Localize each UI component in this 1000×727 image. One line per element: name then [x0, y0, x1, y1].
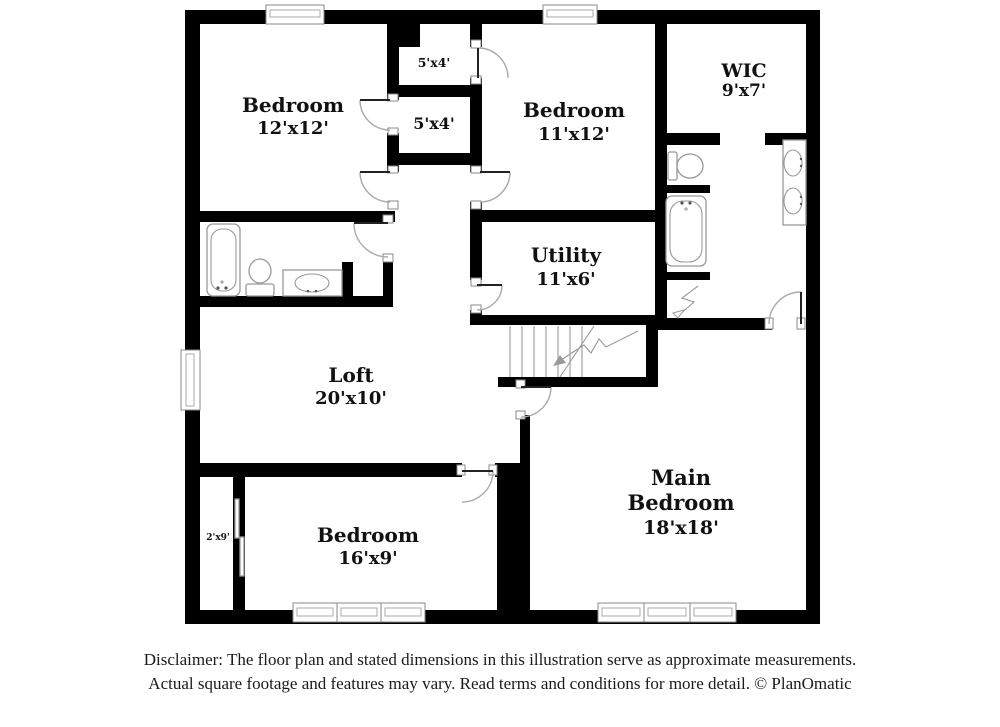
label-loft-dims: 20'x10'	[315, 388, 387, 409]
door-bedroom-12x12	[360, 166, 398, 209]
label-main-bedroom-name1: Main	[650, 465, 712, 490]
label-utility-name: Utility	[530, 243, 602, 267]
label-wic-name: WIC	[721, 60, 767, 82]
sink-vanity-icon	[283, 270, 342, 296]
bathtub-icon	[666, 196, 706, 266]
disclaimer-line1: Disclaimer: The floor plan and stated dimensions in this illustration serve as approximate measurements.	[143, 650, 857, 669]
label-loft-name: Loft	[328, 363, 374, 387]
shower-icon	[673, 286, 698, 318]
double-vanity-icon	[783, 140, 806, 225]
window-top-left	[266, 5, 324, 24]
toilet-icon	[668, 152, 703, 180]
door-bedroom-16x9	[457, 465, 497, 502]
window-left	[181, 350, 200, 410]
label-closet-2x9-dims: 2'x9'	[206, 533, 230, 543]
label-main-bedroom-dims: 18'x18'	[643, 517, 719, 539]
label-closet-bottom-dims: 5'x4'	[413, 114, 455, 133]
bathtub-icon	[207, 224, 240, 296]
door-right-bathroom	[765, 292, 805, 329]
label-bedroom-16x9-dims: 16'x9'	[338, 548, 398, 569]
door-left-bathroom	[354, 215, 393, 262]
label-wic-dims: 9'x7'	[721, 81, 767, 101]
label-bedroom-11x12-name: Bedroom	[523, 98, 625, 122]
label-bedroom-16x9-name: Bedroom	[317, 523, 419, 547]
toilet-icon	[246, 259, 274, 296]
disclaimer	[0, 648, 1000, 696]
right-bathroom-fixtures	[666, 140, 806, 318]
label-main-bedroom-name2: Bedroom	[627, 490, 735, 515]
door-bedroom-11x12	[471, 166, 510, 209]
stairs-direction-arrow	[553, 331, 638, 366]
disclaimer-line2: Actual square footage and features may vary. Read terms and conditions for more detail. © PlanOmatic	[148, 674, 852, 693]
window-top-right	[543, 5, 597, 24]
label-closet-top-dims: 5'x4'	[417, 55, 451, 70]
window-bottom-right	[598, 603, 736, 622]
stairs	[510, 326, 638, 377]
left-bathroom-fixtures	[207, 224, 342, 296]
label-bedroom-12x12-name: Bedroom	[242, 93, 344, 117]
door-closet-bottom	[360, 94, 398, 135]
label-bedroom-11x12-dims: 11'x12'	[538, 124, 610, 145]
door-utility	[471, 278, 502, 313]
window-bottom-left	[293, 603, 425, 622]
door-closet-top	[471, 40, 508, 84]
label-utility-dims: 11'x6'	[536, 269, 596, 290]
label-bedroom-12x12-dims: 12'x12'	[257, 118, 329, 139]
